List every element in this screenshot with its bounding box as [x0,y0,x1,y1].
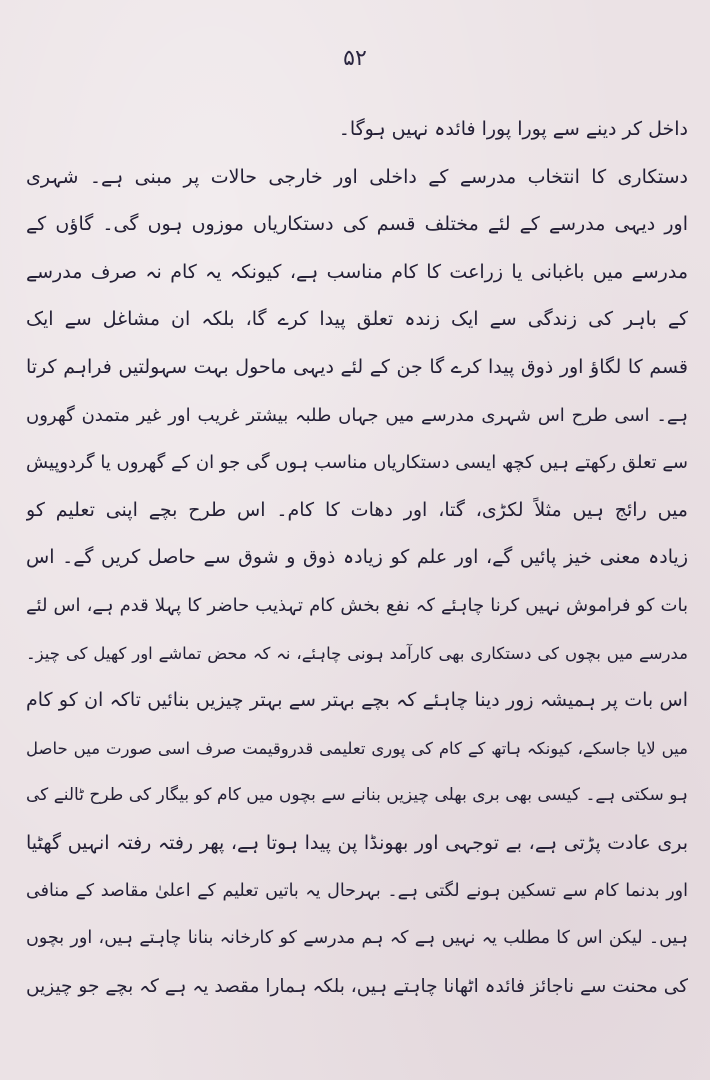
text-line: ہیں۔ لیکن اس کا مطلب یہ نہیں ہے کہ ہم مدرسے کو کارخانہ بنانا چاہتے ہیں، اور بچوں [26,928,688,949]
body-text [26,106,688,1010]
text-line: اس بات پر ہمیشہ زور دینا چاہئے کہ بچے بہتر سے بہتر چیزیں بنائیں تاکہ ان کو کام [26,689,688,712]
text-line: سے تعلق رکھتے ہیں کچھ ایسی دستکاریاں مناسب ہوں گی جو ان کے گھروں یا گردوپیش [26,452,688,474]
text-line: اور بدنما کام سے تسکین ہونے لگتی ہے۔ بہرحال یہ باتیں تعلیم کے اعلیٰ مقاصد کے منافی [26,880,688,901]
text-line: میں رائج ہیں مثلاً لکڑی، گتا، اور دھات کا کام۔ اس طرح بچے اپنی تعلیم کو [26,498,688,521]
text-line: زیادہ معنی خیز پائیں گے، اور علم کو زیادہ ذوق و شوق سے حاصل کریں گے۔ اس [26,546,688,569]
text-line: داخل کر دینے سے پورا پورا فائدہ نہیں ہوگا۔ [338,118,688,140]
text-line: قسم کا لگاؤ اور ذوق پیدا کرے گا جن کے لئے دیہی ماحول بہت سہولتیں فراہم کرتا [26,355,688,378]
text-line: کے باہر کی زندگی سے ایک زندہ تعلق پیدا کرے گا، بلکہ ان مشاغل سے ایک [26,308,688,331]
text-line: ہو سکتی ہے۔ کیسی بھی بری بھلی چیزیں بنانے سے بچوں میں کام کو بیگار کی طرح ٹالنے کی [26,785,688,806]
page-number: ۵۲ [343,46,367,71]
text-line: اور دیہی مدرسے کے لئے مختلف قسم کی دستکاریاں موزوں ہوں گی۔ گاؤں کے [26,213,688,236]
text-line: ہے۔ اسی طرح اس شہری مدرسے میں جہاں طلبہ بیشتر غریب اور غیر متمدن گھروں [26,404,688,426]
text-line: بات کو فراموش نہیں کرنا چاہئے کہ نفع بخش کام تہذیب حاضر کا پہلا قدم ہے، اس لئے [26,594,688,616]
text-line: کی محنت سے ناجائز فائدہ اٹھانا چاہتے ہیں، بلکہ ہمارا مقصد یہ ہے کہ بچے جو چیزیں [26,975,688,997]
text-line: دستکاری کا انتخاب مدرسے کے داخلی اور خارجی حالات پر مبنی ہے۔ شہری [26,165,688,188]
text-line: مدرسے میں باغبانی یا زراعت کا کام مناسب ہے، کیونکہ یہ کام نہ صرف مدرسے [26,260,688,283]
text-line: مدرسے میں بچوں کی دستکاری بھی کارآمد ہونی چاہئے، نہ کہ محض تماشے اور کھیل کی چیز۔ [26,643,688,663]
text-line: بری عادت پڑتی ہے، بے توجہی اور بھونڈا پن پیدا ہوتا ہے، پھر رفتہ رفتہ انہیں گھٹیا [26,831,688,854]
text-line: میں لایا جاسکے، کیونکہ ہاتھ کے کام کی پوری تعلیمی قدروقیمت صرف اسی صورت میں حاصل [26,738,688,758]
